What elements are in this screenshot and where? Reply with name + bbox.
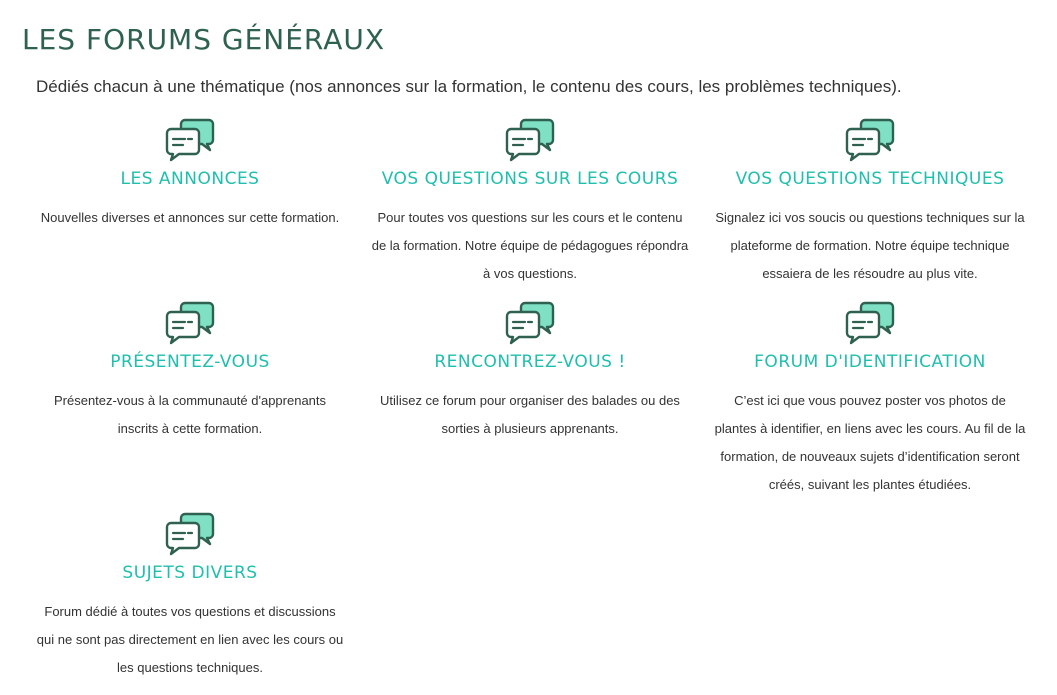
chat-bubbles-icon[interactable] — [845, 118, 895, 162]
forum-title[interactable]: VOS QUESTIONS TECHNIQUES — [735, 169, 1005, 189]
forum-title[interactable]: FORUM D'IDENTIFICATION — [754, 352, 986, 372]
forum-title[interactable]: PRÉSENTEZ-VOUS — [110, 352, 270, 372]
forum-description: Présentez-vous à la communauté d'apprenants inscrits à cette formation. — [53, 393, 327, 436]
forum-description: Pour toutes vos questions sur les cours et le contenu de la formation. Notre équipe de pédagogues répondra à vos questions. — [371, 210, 689, 281]
forum-card-annonces[interactable] — [25, 118, 355, 232]
forum-description: C’est ici que vous pouvez poster vos photos de plantes à identifier, en liens avec les cours. Au fil de la formation, de nouveaux sujets d’identification seront créés, suivant les plantes étudiées. — [714, 393, 1026, 492]
page-intro: Dédiés chacun à une thématique (nos annonces sur la formation, le contenu des cours, les problèmes techniques). — [36, 77, 902, 96]
forum-title[interactable]: RENCONTREZ-VOUS ! — [434, 352, 626, 372]
forum-title[interactable]: SUJETS DIVERS — [122, 563, 258, 583]
chat-bubbles-icon[interactable] — [505, 301, 555, 345]
page-title: LES FORUMS GÉNÉRAUX — [22, 23, 386, 56]
forum-description: Signalez ici vos soucis ou questions techniques sur la plateforme de formation. Notre équipe technique essaiera de les résoudre au plus vite. — [715, 210, 1025, 281]
forum-card-sujets-divers[interactable] — [25, 512, 355, 682]
chat-bubbles-icon[interactable] — [165, 512, 215, 556]
forum-title[interactable]: LES ANNONCES — [120, 169, 260, 189]
chat-bubbles-icon[interactable] — [845, 301, 895, 345]
chat-bubbles-icon[interactable] — [505, 118, 555, 162]
forum-description: Utilisez ce forum pour organiser des balades ou des sorties à plusieurs apprenants. — [380, 393, 680, 436]
forum-description: Forum dédié à toutes vos questions et discussions qui ne sont pas directement en lien avec les cours ou les questions techniques. — [36, 604, 344, 675]
forum-card-questions-techniques[interactable] — [705, 118, 1035, 288]
forum-card-rencontrez-vous[interactable] — [365, 301, 695, 443]
forum-card-questions-cours[interactable] — [365, 118, 695, 288]
chat-bubbles-icon[interactable] — [165, 118, 215, 162]
forum-card-presentez-vous[interactable] — [25, 301, 355, 443]
forum-title[interactable]: VOS QUESTIONS SUR LES COURS — [381, 169, 679, 189]
forum-card-identification[interactable] — [705, 301, 1035, 499]
forum-description: Nouvelles diverses et annonces sur cette formation. — [40, 210, 340, 225]
chat-bubbles-icon[interactable] — [165, 301, 215, 345]
